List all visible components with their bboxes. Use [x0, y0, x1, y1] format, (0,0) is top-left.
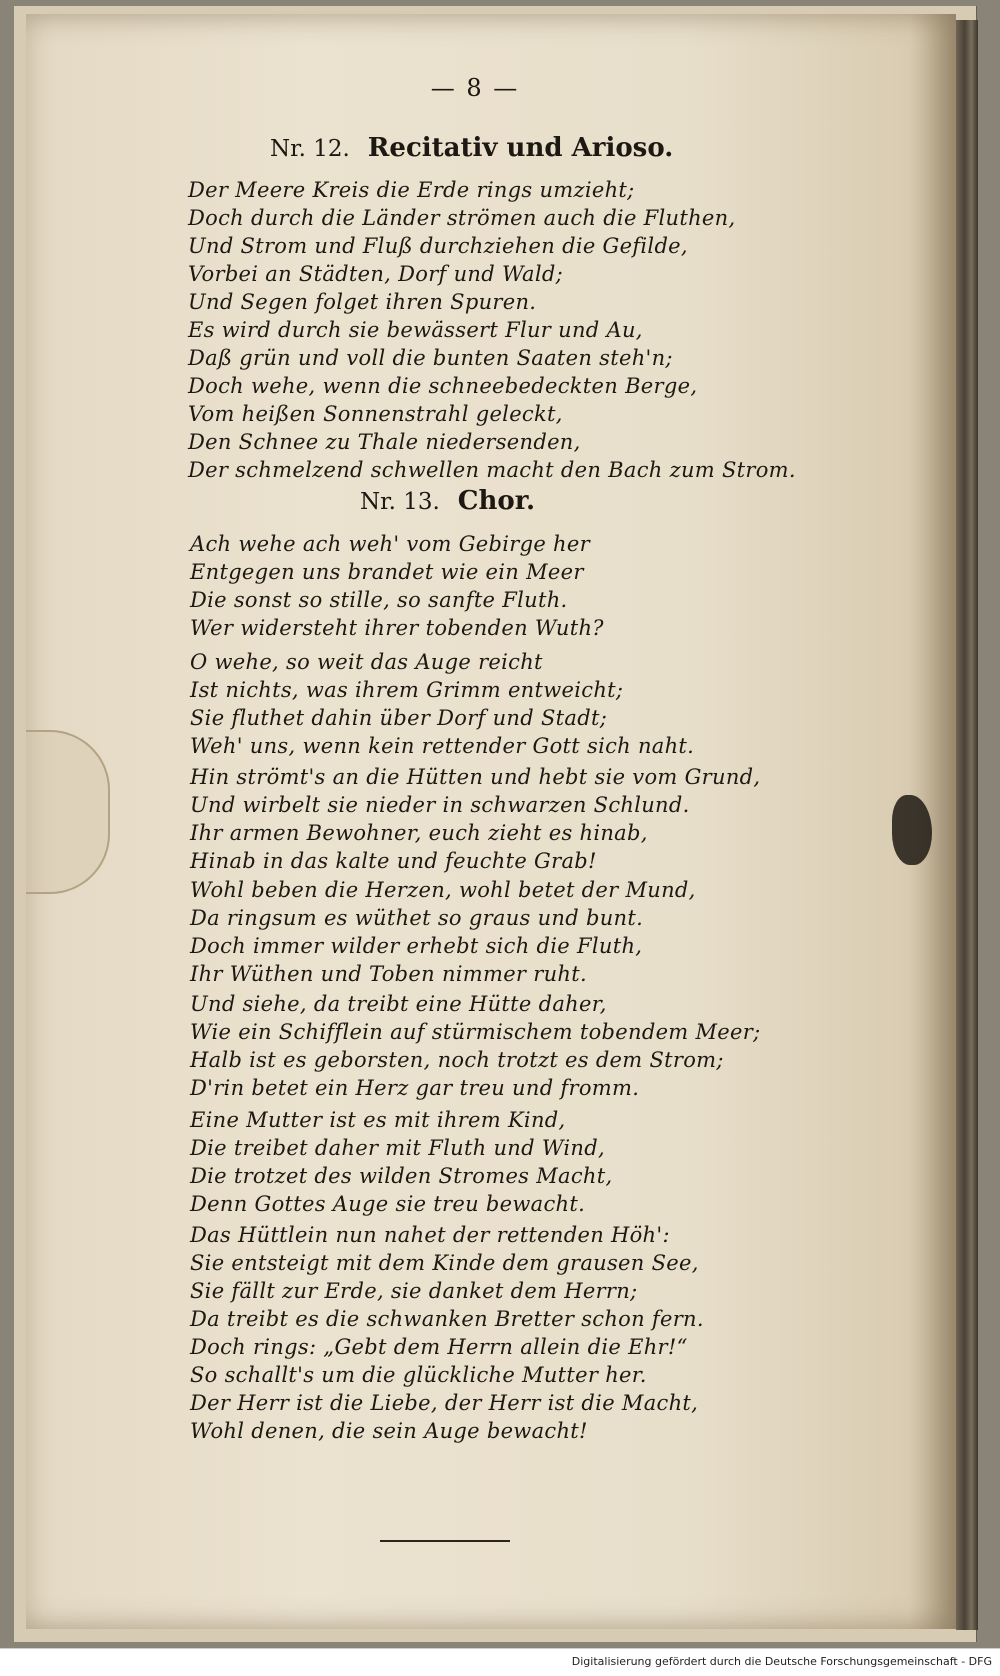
stanza-2 [190, 648, 694, 760]
section-title: Chor. [457, 486, 536, 516]
verse-line: Entgegen uns brandet wie ein Meer [190, 560, 584, 584]
verse-line: Die trotzet des wilden Stromes Macht, [190, 1164, 613, 1188]
verse-line: Der Meere Kreis die Erde rings umzieht; [188, 178, 635, 202]
verse-line: Ihr Wüthen und Toben nimmer ruht. [190, 962, 587, 986]
verse-line: Sie fällt zur Erde, sie danket dem Herrn; [190, 1279, 638, 1303]
verse-line: Doch durch die Länder strömen auch die Fluthen, [188, 206, 736, 230]
closing-rule [380, 1540, 510, 1542]
stanza-4 [190, 876, 696, 988]
verse-line: Und Segen folget ihren Spuren. [188, 290, 537, 314]
stanza-5 [190, 990, 760, 1102]
verse-line: Doch rings: „Gebt dem Herrn allein die Ehr!“ [190, 1335, 688, 1359]
section-number: Nr. 12. [270, 136, 350, 162]
stanza-3 [190, 763, 760, 875]
verse-line: Und Strom und Fluß durchziehen die Gefilde, [188, 234, 688, 258]
verse-line: Die sonst so stille, so sanfte Fluth. [190, 588, 568, 612]
verse-line: Da ringsum es wüthet so graus und bunt. [190, 906, 644, 930]
section-heading-12 [270, 133, 673, 163]
verse-line: Sie entsteigt mit dem Kinde dem grausen See, [190, 1251, 699, 1275]
verse-line: Daß grün und voll die bunten Saaten steh'n; [188, 346, 673, 370]
verse-line: Ist nichts, was ihrem Grimm entweicht; [190, 678, 624, 702]
verse-line: Das Hüttlein nun nahet der rettenden Höh': [190, 1223, 670, 1247]
verse-line: Wer widersteht ihrer tobenden Wuth? [190, 616, 604, 640]
verse-line: Und wirbelt sie nieder in schwarzen Schlund. [190, 793, 690, 817]
verse-line: O wehe, so weit das Auge reicht [190, 650, 543, 674]
verse-line: Es wird durch sie bewässert Flur und Au, [188, 318, 643, 342]
stanza-8 [190, 1333, 698, 1445]
stanza-1 [190, 530, 604, 642]
verse-line: Ihr armen Bewohner, euch zieht es hinab, [190, 821, 648, 845]
stanza-7 [190, 1221, 704, 1333]
verse-line: Ach wehe ach weh' vom Gebirge her [190, 532, 590, 556]
verse-line: Weh' uns, wenn kein rettender Gott sich naht. [190, 734, 695, 758]
section-title: Recitativ und Arioso. [367, 133, 674, 163]
verse-line: Den Schnee zu Thale niedersenden, [188, 430, 581, 454]
verse-line: Denn Gottes Auge sie treu bewacht. [190, 1192, 586, 1216]
verse-line: Und siehe, da treibt eine Hütte daher, [190, 992, 607, 1016]
verse-line: D'rin betet ein Herz gar treu und fromm. [190, 1076, 640, 1100]
section-number: Nr. 13. [360, 489, 440, 515]
verse-line: Doch wehe, wenn die schneebedeckten Berge, [188, 374, 698, 398]
verse-line: Die treibet daher mit Fluth und Wind, [190, 1136, 605, 1160]
verse-line: Hinab in das kalte und feuchte Grab! [190, 849, 597, 873]
verse-line: Wohl beben die Herzen, wohl betet der Mund, [190, 878, 696, 902]
verse-line: Der schmelzend schwellen macht den Bach zum Strom. [188, 458, 796, 482]
section-heading-13 [360, 486, 535, 516]
page-number: — 8 — [430, 74, 520, 102]
funding-notice: Digitalisierung gefördert durch die Deutsche Forschungsgemeinschaft - DFG [571, 1655, 992, 1668]
verse-line: Der Herr ist die Liebe, der Herr ist die Macht, [190, 1391, 699, 1415]
verse-line: Da treibt es die schwanken Bretter schon fern. [190, 1307, 704, 1331]
verse-line: Vorbei an Städten, Dorf und Wald; [188, 262, 563, 286]
verse-line: Halb ist es geborsten, noch trotzt es dem Strom; [190, 1048, 724, 1072]
verse-line: Wohl denen, die sein Auge bewacht! [190, 1419, 588, 1443]
footer-bar [0, 1648, 1000, 1676]
verse-line: So schallt's um die glückliche Mutter her. [190, 1363, 647, 1387]
recitative-text [188, 176, 796, 484]
stanza-6 [190, 1106, 612, 1218]
verse-line: Vom heißen Sonnenstrahl geleckt, [188, 402, 563, 426]
verse-line: Wie ein Schifflein auf stürmischem tobendem Meer; [190, 1020, 761, 1044]
verse-line: Sie fluthet dahin über Dorf und Stadt; [190, 706, 608, 730]
verse-line: Doch immer wilder erhebt sich die Fluth, [190, 934, 643, 958]
verse-line: Eine Mutter ist es mit ihrem Kind, [190, 1108, 566, 1132]
verse-line: Hin strömt's an die Hütten und hebt sie vom Grund, [190, 765, 761, 789]
